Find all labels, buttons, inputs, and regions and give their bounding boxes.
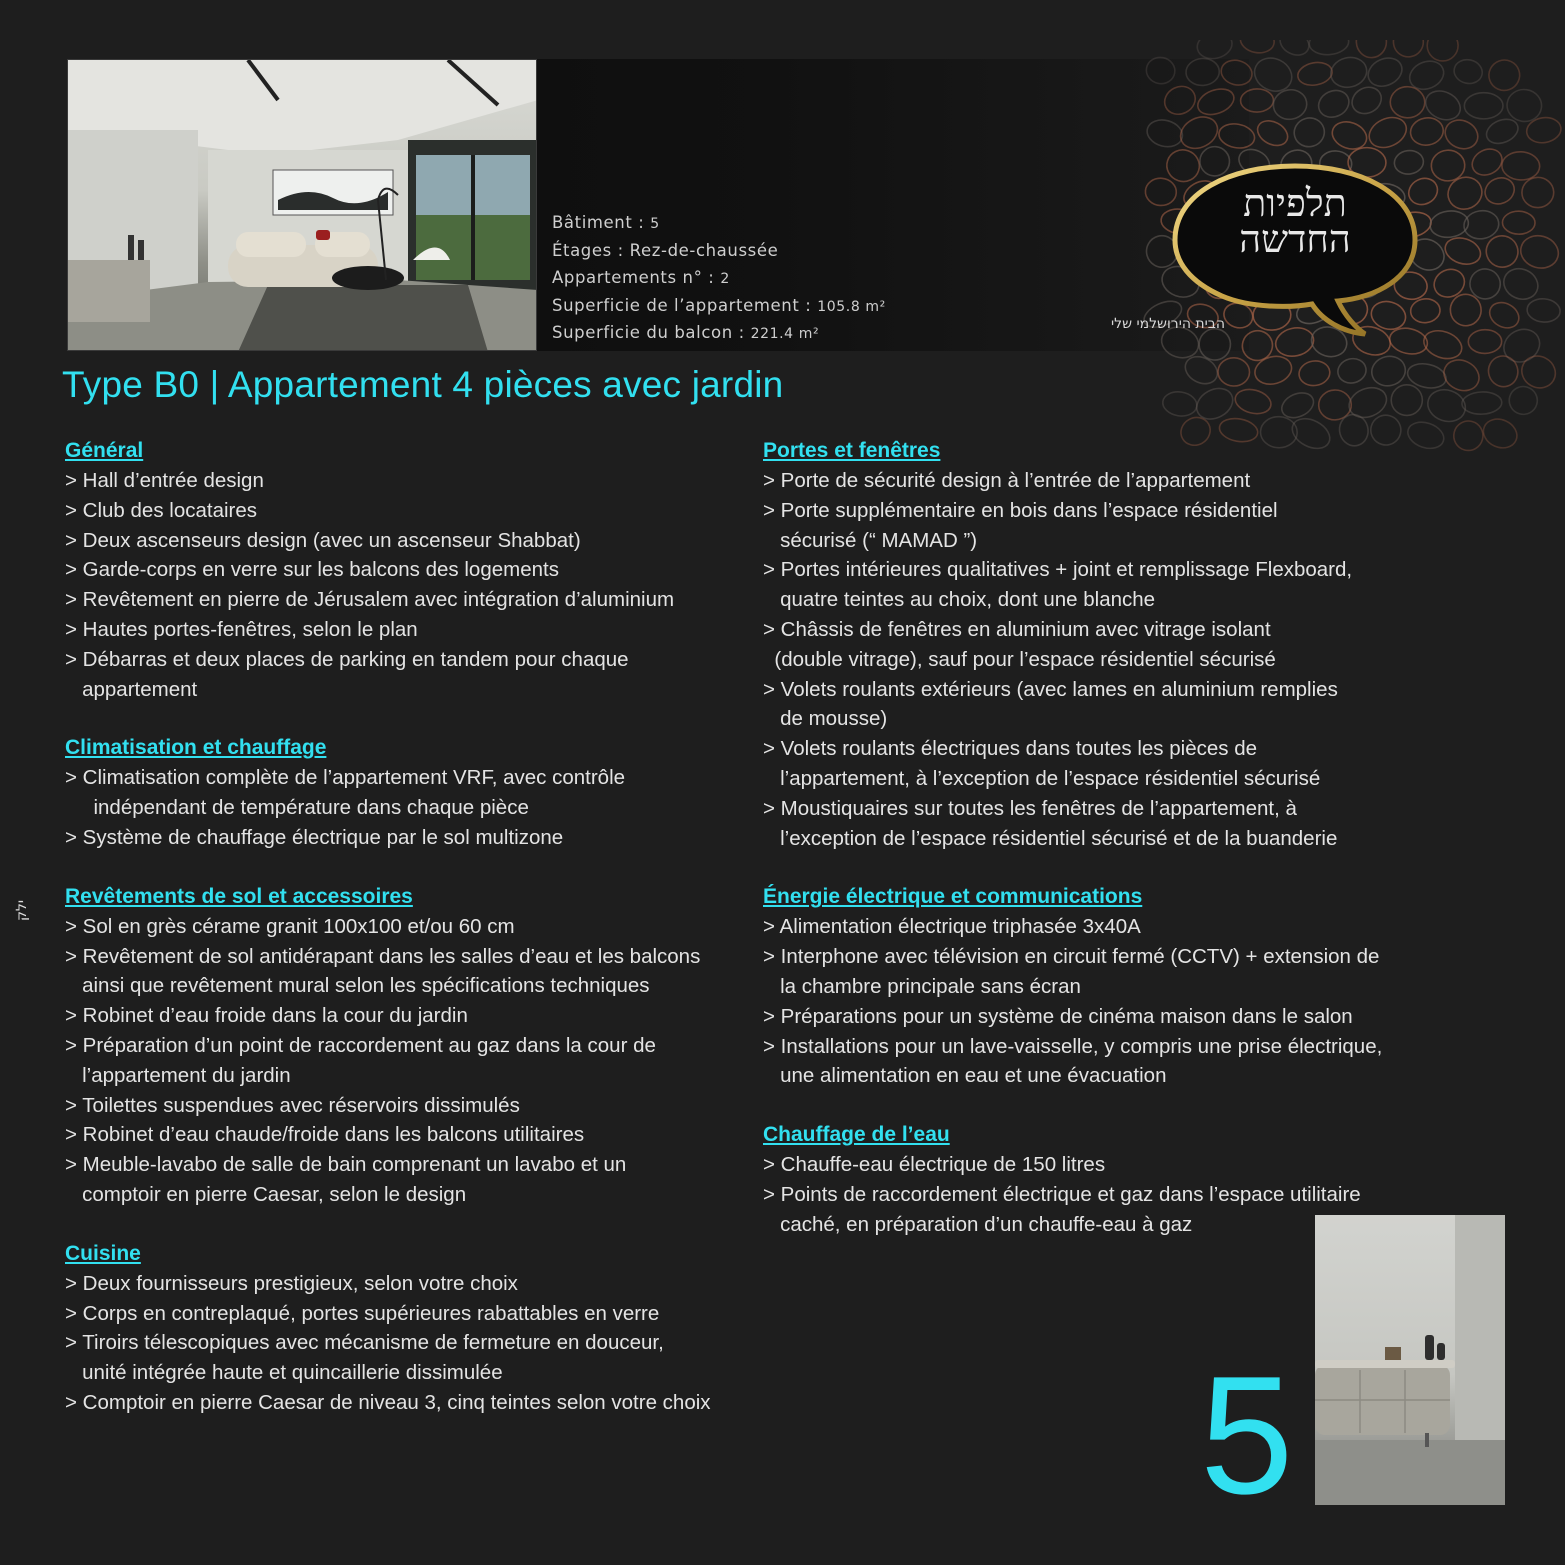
feature-item: > Revêtement en pierre de Jérusalem avec intégration d’aluminium bbox=[65, 588, 675, 612]
right-column bbox=[763, 436, 1463, 1269]
living-room-illustration bbox=[68, 60, 537, 351]
feature-item: l’exception de l’espace résidentiel sécurisé et de la buanderie bbox=[763, 826, 1338, 850]
feature-item: ainsi que revêtement mural selon les spécifications techniques bbox=[65, 974, 650, 998]
feature-item: caché, en préparation d’un chauffe-eau à gaz bbox=[763, 1212, 1193, 1236]
feature-item: de mousse) bbox=[763, 707, 888, 731]
spec-floors-label: Étages : Rez-de-chaussée bbox=[552, 240, 779, 260]
spec-balcony-area-value: 221.4 m² bbox=[750, 326, 820, 342]
spec-building bbox=[552, 210, 886, 238]
feature-item: sécurisé (“ MAMAD ”) bbox=[763, 528, 978, 552]
feature-item: > Sol en grès cérame granit 100x100 et/ou 60 cm bbox=[65, 914, 515, 938]
spec-building-label: Bâtiment : bbox=[552, 213, 651, 232]
feature-item: > Tiroirs télescopiques avec mécanisme de fermeture en douceur, bbox=[65, 1331, 664, 1355]
sideboard-illustration bbox=[1315, 1215, 1505, 1505]
spec-apartment-area-label: Superficie de l’appartement : bbox=[552, 295, 818, 315]
feature-item: > Points de raccordement électrique et gaz dans l’espace utilitaire bbox=[763, 1182, 1361, 1206]
feature-item: > Châssis de fenêtres en aluminium avec vitrage isolant bbox=[763, 617, 1271, 641]
feature-item: appartement bbox=[65, 677, 198, 701]
feature-item: quatre teintes au choix, dont une blanche bbox=[763, 588, 1156, 612]
section-title: Climatisation et chauffage bbox=[65, 736, 327, 760]
sideboard-photo bbox=[1315, 1215, 1505, 1505]
feature-item: la chambre principale sans écran bbox=[763, 974, 1081, 998]
feature-item: > Garde-corps en verre sur les balcons des logements bbox=[65, 558, 559, 582]
feature-item: > Climatisation complète de l’appartement VRF, avec contrôle bbox=[65, 766, 626, 790]
section-title: Cuisine bbox=[65, 1241, 141, 1265]
feature-item: > Porte de sécurité design à l’entrée de l’appartement bbox=[763, 469, 1251, 492]
feature-item: > Corps en contreplaqué, portes supérieures rabattables en verre bbox=[65, 1301, 660, 1325]
apartment-specs bbox=[552, 210, 886, 348]
section-title: Portes et fenêtres bbox=[763, 439, 941, 462]
feature-item: > Hall d’entrée design bbox=[65, 469, 264, 492]
feature-item: > Robinet d’eau chaude/froide dans les balcons utilitaires bbox=[65, 1123, 585, 1147]
living-room-photo bbox=[67, 59, 537, 351]
feature-item: comptoir en pierre Caesar, selon le design bbox=[65, 1182, 467, 1206]
logo-text bbox=[1200, 181, 1390, 261]
page-title: Type B0 | Appartement 4 pièces avec jardin bbox=[62, 364, 784, 405]
feature-item: une alimentation en eau et une évacuation bbox=[763, 1064, 1167, 1088]
spec-section bbox=[763, 882, 1463, 1091]
feature-item: > Toilettes suspendues avec réservoirs dissimulés bbox=[65, 1093, 520, 1117]
feature-item: > Installations pour un lave-vaisselle, y compris une prise électrique, bbox=[763, 1034, 1383, 1058]
feature-item: > Alimentation électrique triphasée 3x40A bbox=[763, 915, 1141, 939]
feature-item: > Volets roulants extérieurs (avec lames en aluminium remplies bbox=[763, 677, 1338, 701]
spec-section bbox=[65, 733, 745, 852]
spec-balcony-area-label: Superficie du balcon : bbox=[552, 323, 751, 342]
feature-item: > Portes intérieures qualitatives + joint et remplissage Flexboard, bbox=[763, 558, 1353, 582]
feature-item: > Deux ascenseurs design (avec un ascenseur Shabbat) bbox=[65, 528, 581, 552]
section-title: Énergie électrique et communications bbox=[763, 885, 1143, 909]
feature-item: > Débarras et deux places de parking en tandem pour chaque bbox=[65, 647, 629, 671]
feature-item: > Chauffe-eau électrique de 150 litres bbox=[763, 1153, 1106, 1177]
feature-item: > Préparations pour un système de cinéma maison dans le salon bbox=[763, 1004, 1353, 1028]
logo-tagline: הבית הירושלמי שלי bbox=[1111, 316, 1225, 332]
feature-item: > Système de chauffage électrique par le sol multizone bbox=[65, 825, 564, 849]
feature-item: > Robinet d’eau froide dans la cour du jardin bbox=[65, 1004, 468, 1028]
feature-item: > Revêtement de sol antidérapant dans les salles d’eau et les balcons bbox=[65, 944, 701, 968]
spec-building-value: 5 bbox=[650, 216, 660, 232]
logo-line-1: תלפיות bbox=[1243, 181, 1347, 225]
feature-item: > Porte supplémentaire en bois dans l’espace résidentiel bbox=[763, 498, 1278, 522]
spec-section bbox=[65, 1239, 745, 1418]
feature-item: > Hautes portes-fenêtres, selon le plan bbox=[65, 617, 418, 641]
left-column bbox=[65, 436, 745, 1447]
section-title: Général bbox=[65, 439, 144, 462]
logo-line-2: החדשה bbox=[1239, 217, 1351, 261]
section-title: Chauffage de l’eau bbox=[763, 1123, 950, 1147]
spec-apartment-area-value: 105.8 m² bbox=[817, 298, 886, 315]
spec-section bbox=[763, 436, 1463, 853]
feature-item: l’appartement du jardin bbox=[65, 1063, 291, 1087]
feature-item: > Comptoir en pierre Caesar de niveau 3, cinq teintes selon votre choix bbox=[65, 1390, 711, 1414]
feature-item: (double vitrage), sauf pour l’espace résidentiel sécurisé bbox=[763, 647, 1276, 671]
spec-floors bbox=[552, 238, 886, 266]
feature-item: indépendant de température dans chaque pièce bbox=[65, 796, 529, 820]
section-title: Revêtements de sol et accessoires bbox=[65, 884, 413, 908]
sidebar-label: ילק bbox=[14, 899, 30, 921]
feature-item: l’appartement, à l’exception de l’espace résidentiel sécurisé bbox=[763, 766, 1321, 790]
spec-apartments-value: 2 bbox=[720, 271, 730, 287]
feature-item: > Club des locataires bbox=[65, 498, 258, 522]
spec-apartments-label: Appartements n° : bbox=[552, 268, 721, 287]
feature-item: > Interphone avec télévision en circuit fermé (CCTV) + extension de bbox=[763, 945, 1380, 969]
feature-item: > Meuble-lavabo de salle de bain comprenant un lavabo et un bbox=[65, 1153, 627, 1177]
feature-item: > Volets roulants électriques dans toutes les pièces de bbox=[763, 737, 1258, 761]
feature-item: > Préparation d’un point de raccordement au gaz dans la cour de bbox=[65, 1033, 656, 1057]
spec-apartment-area bbox=[552, 293, 886, 321]
page-number: 5 bbox=[1200, 1341, 1294, 1529]
spec-balcony-area bbox=[552, 320, 886, 348]
spec-apartments bbox=[552, 265, 886, 293]
spec-section bbox=[65, 436, 745, 704]
feature-item: > Deux fournisseurs prestigieux, selon votre choix bbox=[65, 1271, 518, 1295]
feature-item: > Moustiquaires sur toutes les fenêtres de l’appartement, à bbox=[763, 796, 1297, 820]
feature-item: unité intégrée haute et quincaillerie dissimulée bbox=[65, 1361, 503, 1385]
spec-section bbox=[65, 882, 745, 1210]
